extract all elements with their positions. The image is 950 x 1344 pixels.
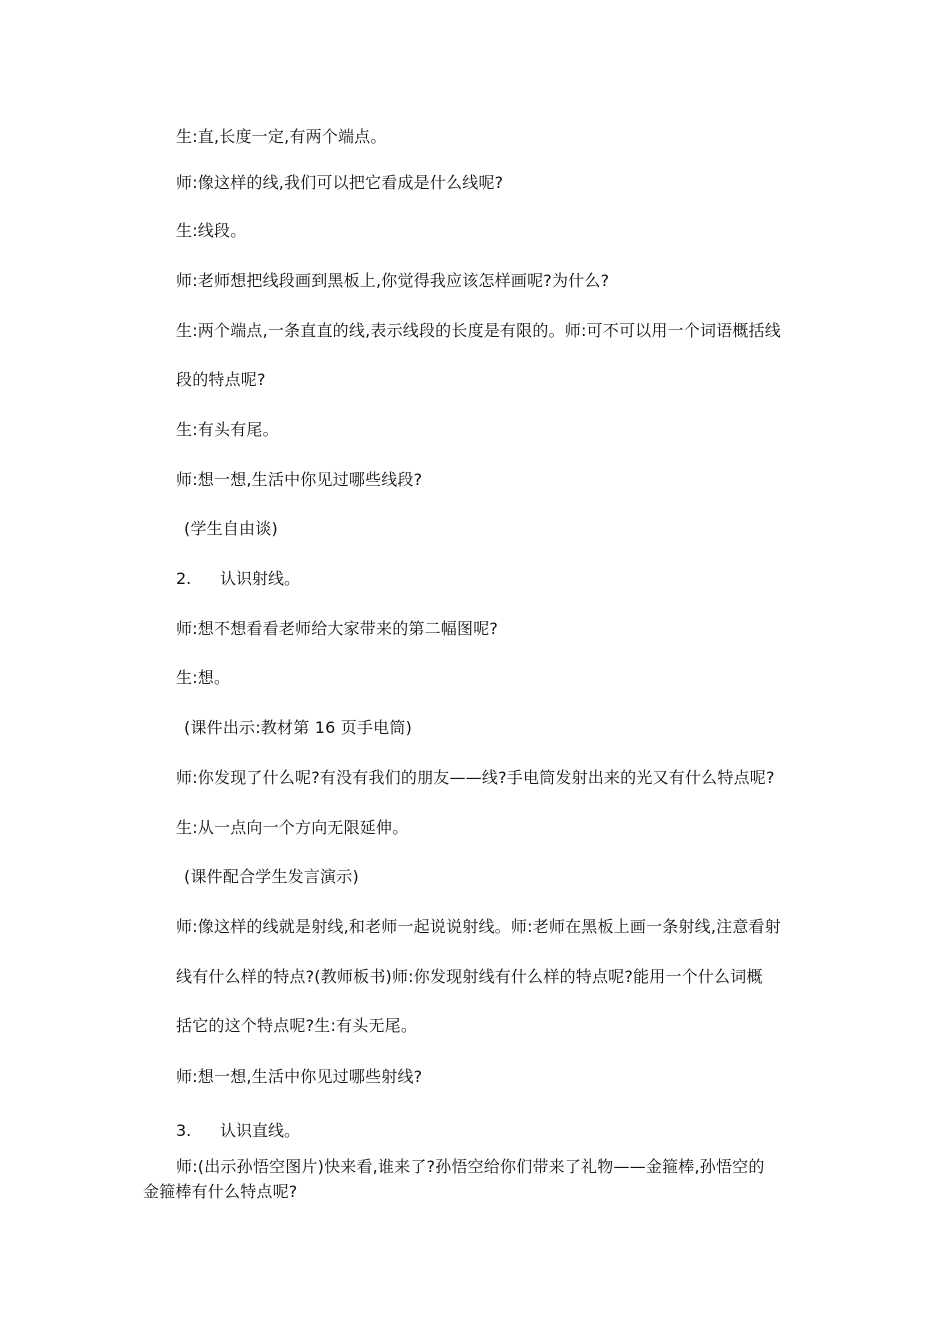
section-title: 认识直线。	[220, 1121, 301, 1140]
section-number: 3.	[176, 1121, 192, 1140]
section-title: 认识射线。	[220, 569, 301, 588]
section-number: 2.	[176, 569, 192, 588]
paragraph: 生:两个端点,一条直直的线,表示线段的长度是有限的。师:可不可以用一个词语概括线	[176, 321, 781, 340]
paragraph: 生:从一点向一个方向无限延伸。	[176, 818, 409, 837]
paragraph: 线有什么样的特点?(教师板书)师:你发现射线有什么样的特点呢?能用一个什么词概	[176, 967, 763, 986]
paragraph: 师:想一想,生活中你见过哪些射线?	[176, 1067, 423, 1086]
paragraph-note: (课件配合学生发言演示)	[184, 867, 359, 886]
paragraph: 师:像这样的线,我们可以把它看成是什么线呢?	[176, 173, 504, 192]
paragraph: 生:有头有尾。	[176, 420, 279, 439]
paragraph: 金箍棒有什么特点呢?	[143, 1182, 298, 1201]
paragraph: 师:老师想把线段画到黑板上,你觉得我应该怎样画呢?为什么?	[176, 271, 610, 290]
paragraph: 段的特点呢?	[176, 370, 266, 389]
paragraph: 师:你发现了什么呢?有没有我们的朋友——线?手电筒发射出来的光又有什么特点呢?	[176, 768, 775, 787]
paragraph: 师:想一想,生活中你见过哪些线段?	[176, 470, 423, 489]
paragraph-note: (课件出示:教材第 16 页手电筒)	[184, 718, 413, 737]
paragraph: 括它的这个特点呢?生:有头无尾。	[176, 1016, 418, 1035]
paragraph-note: (学生自由谈)	[184, 519, 278, 538]
paragraph: 生:线段。	[176, 221, 247, 240]
paragraph: 生:直,长度一定,有两个端点。	[176, 127, 387, 146]
paragraph: 师:想不想看看老师给大家带来的第二幅图呢?	[176, 619, 499, 638]
paragraph: 师:像这样的线就是射线,和老师一起说说射线。师:老师在黑板上画一条射线,注意看射	[176, 917, 781, 936]
paragraph: 生:想。	[176, 668, 231, 687]
paragraph: 师:(出示孙悟空图片)快来看,谁来了?孙悟空给你们带来了礼物——金箍棒,孙悟空的	[176, 1157, 765, 1176]
